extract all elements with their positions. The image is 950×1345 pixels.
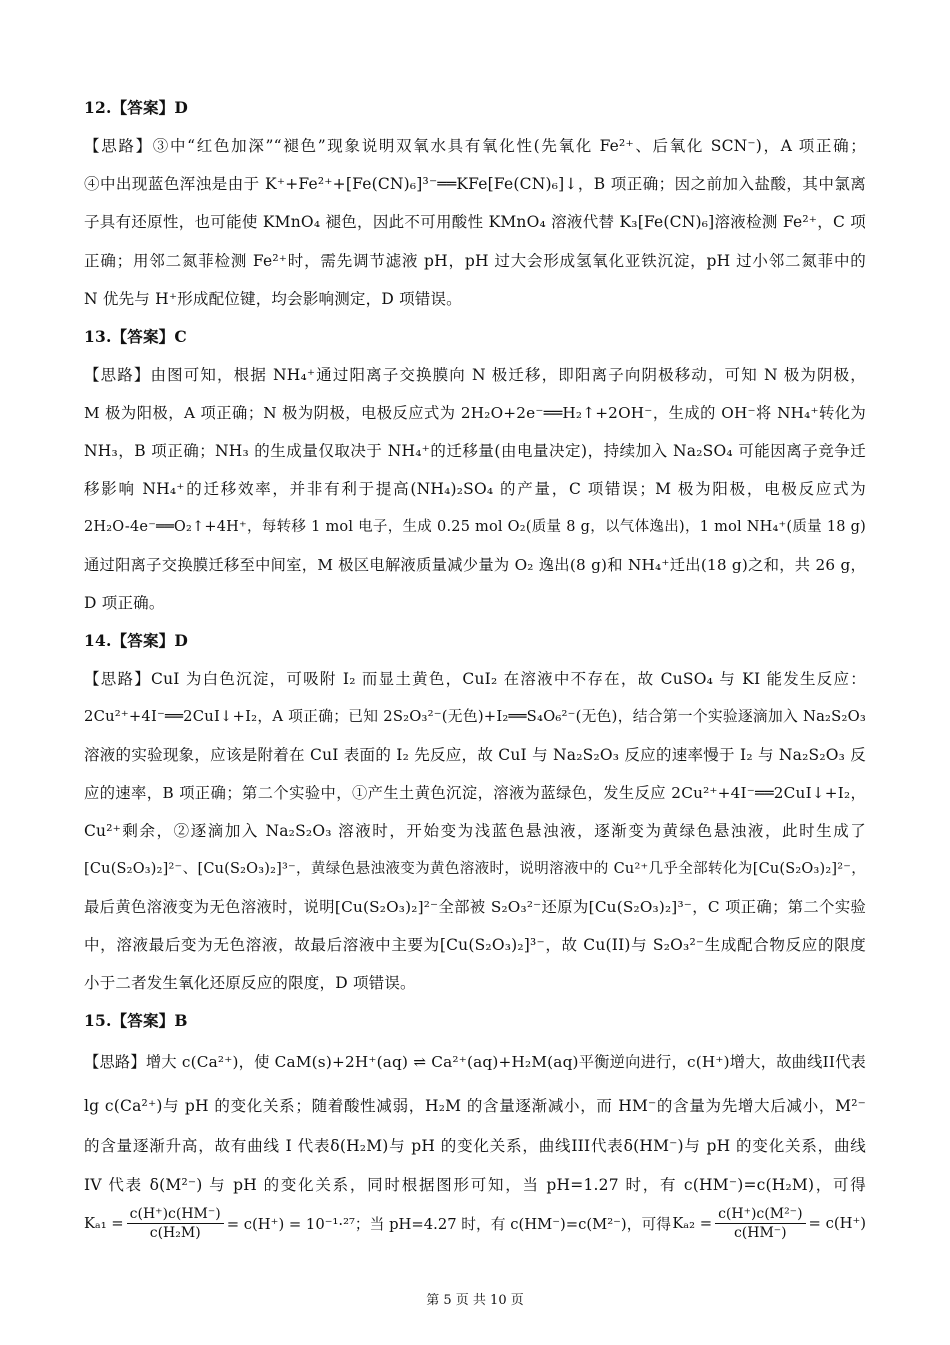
q14-line-9: 小于二者发生氧化还原反应的限度，D 项错误。 [84,974,416,992]
q13-line-1: 【思路】由图可知，根据 NH₄⁺通过阳离子交换膜向 N 极迁移，即阳离子向阴极移动，可知 N 极为阴极， [84,366,866,384]
ka1-numerator: c(H⁺)c(HM⁻) [127,1205,224,1224]
q14-line-4: 应的速率，B 项正确；第二个实验中，①产生土黄色沉淀，溶液为蓝绿色，发生反应 2Cu²⁺+4I⁻══2CuI↓+I₂， [84,784,866,802]
ka1-result: = c(H⁺) = 10⁻¹·²⁷；当 pH=4.27 时，有 c(HM⁻)=c(M²⁻)，可得 [226,1215,671,1233]
q13-line-5: 2H₂O-4e⁻══O₂↑+4H⁺，每转移 1 mol 电子，生成 0.25 mol O₂(质量 8 g，以气体逸出)，1 mol NH₄⁺(质量 18 g) [84,519,866,535]
q15-line-1: 【思路】增大 c(Ca²⁺)，使 CaM(s)+2H⁺(aq) ⇌ Ca²⁺(aq)+H₂M(aq)平衡逆向进行，c(H⁺)增大，故曲线II代表 [84,1053,866,1071]
q14-line-7: 最后黄色溶液变为无色溶液时，说明[Cu(S₂O₃)₂]²⁻全部被 S₂O₃²⁻还原为[Cu(S₂O₃)₂]³⁻，C 项正确；第二个实验 [84,898,866,916]
ka1-fraction [127,1205,224,1242]
q15-line-4: IV 代表 δ(M²⁻) 与 pH 的变化关系，同时根据图形可知，当 pH=1.27 时，有 c(HM⁻)=c(H₂M)，可得 [84,1176,866,1194]
q14-line-3: 溶液的实验现象，应该是附着在 CuI 表面的 I₂ 先反应，故 CuI 与 Na₂S₂O₃ 反应的速率慢于 I₂ 与 Na₂S₂O₃ 反 [84,746,866,764]
q15-heading: 15.【答案】B [84,1011,188,1030]
q14-line-2: 2Cu²⁺+4I⁻══2CuI↓+I₂，A 项正确；已知 2S₂O₃²⁻(无色)+I₂══S₄O₆²⁻(无色)，结合第一个实验逐滴加入 Na₂S₂O₃ [84,708,866,725]
q15-line-3: 的含量逐渐升高，故有曲线 I 代表δ(H₂M)与 pH 的变化关系，曲线III代表δ(HM⁻)与 pH 的变化关系，曲线 [84,1137,866,1155]
ka2-result: = c(H⁺) [808,1214,866,1232]
q15-line-2: lg c(Ca²⁺)与 pH 的变化关系；随着酸性减弱，H₂M 的含量逐渐减小，而 HM⁻的含量为先增大后减小，M²⁻ [84,1097,866,1115]
q14-line-6: [Cu(S₂O₃)₂]²⁻、[Cu(S₂O₃)₂]³⁻，黄绿色悬浊液变为黄色溶液时，说明溶液中的 Cu²⁺几乎全部转化为[Cu(S₂O₃)₂]²⁻， [84,861,866,877]
q13-line-4: 移影响 NH₄⁺的迁移效率，并非有利于提高(NH₄)₂SO₄ 的产量，C 项错误；M 极为阳极，电极反应式为 [84,480,866,498]
q15-formula-line [84,1200,866,1246]
ka2-numerator: c(H⁺)c(M²⁻) [715,1205,805,1224]
q13-line-7: D 项正确。 [84,594,165,612]
q12-line-2: ④中出现蓝色浑浊是由于 K⁺+Fe²⁺+[Fe(CN)₆]³⁻══KFe[Fe(CN)₆]↓，B 项正确；因之前加入盐酸，其中氯离 [84,175,866,193]
q14-line-8: 中，溶液最后变为无色溶液，故最后溶液中主要为[Cu(S₂O₃)₂]³⁻，故 Cu(II)与 S₂O₃²⁻生成配合物反应的限度 [84,936,866,954]
ka1-denominator: c(H₂M) [149,1224,201,1241]
q12-line-1: 【思路】③中“红色加深”“褪色”现象说明双氧水具有氧化性(先氧化 Fe²⁺、后氧化 SCN⁻)，A 项正确； [84,137,866,155]
q14-line-5: Cu²⁺剩余，②逐滴加入 Na₂S₂O₃ 溶液时，开始变为浅蓝色悬浊液，逐渐变为黄绿色悬浊液，此时生成了 [84,822,866,840]
ka2-denominator: c(HM⁻) [733,1224,787,1241]
q12-line-4: 正确；用邻二氮菲检测 Fe²⁺时，需先调节滤液 pH，pH 过大会形成氢氧化亚铁沉淀，pH 过小邻二氮菲中的 [84,252,866,270]
q12-line-5: N 优先与 H⁺形成配位键，均会影响测定，D 项错误。 [84,290,462,308]
q13-line-3: NH₃，B 项正确；NH₃ 的生成量仅取决于 NH₄⁺的迁移量(由电量决定)，持续加入 Na₂SO₄ 可能因离子竞争迁 [84,442,866,460]
ka2-label: Kₐ₂ = [672,1214,713,1232]
q13-line-6: 通过阳离子交换膜迁移至中间室，M 极区电解液质量减少量为 O₂ 逸出(8 g)和 NH₄⁺迁出(18 g)之和，共 26 g， [84,556,866,574]
q14-heading: 14.【答案】D [84,631,189,650]
ka1-label: Kₐ₁ = [84,1214,124,1232]
q12-heading: 12.【答案】D [84,98,189,117]
q13-heading: 13.【答案】C [84,327,187,346]
q13-line-2: M 极为阳极，A 项正确；N 极为阴极，电极反应式为 2H₂O+2e⁻══H₂↑+2OH⁻，生成的 OH⁻将 NH₄⁺转化为 [84,404,866,422]
q14-line-1: 【思路】CuI 为白色沉淀，可吸附 I₂ 而显土黄色，CuI₂ 在溶液中不存在，故 CuSO₄ 与 KI 能发生反应： [84,670,866,688]
q12-line-3: 子具有还原性，也可能使 KMnO₄ 褪色，因此不可用酸性 KMnO₄ 溶液代替 K₃[Fe(CN)₆]溶液检测 Fe²⁺，C 项 [84,213,866,231]
page-footer: 第 5 页 共 10 页 [426,1293,524,1308]
ka2-fraction [715,1205,805,1242]
